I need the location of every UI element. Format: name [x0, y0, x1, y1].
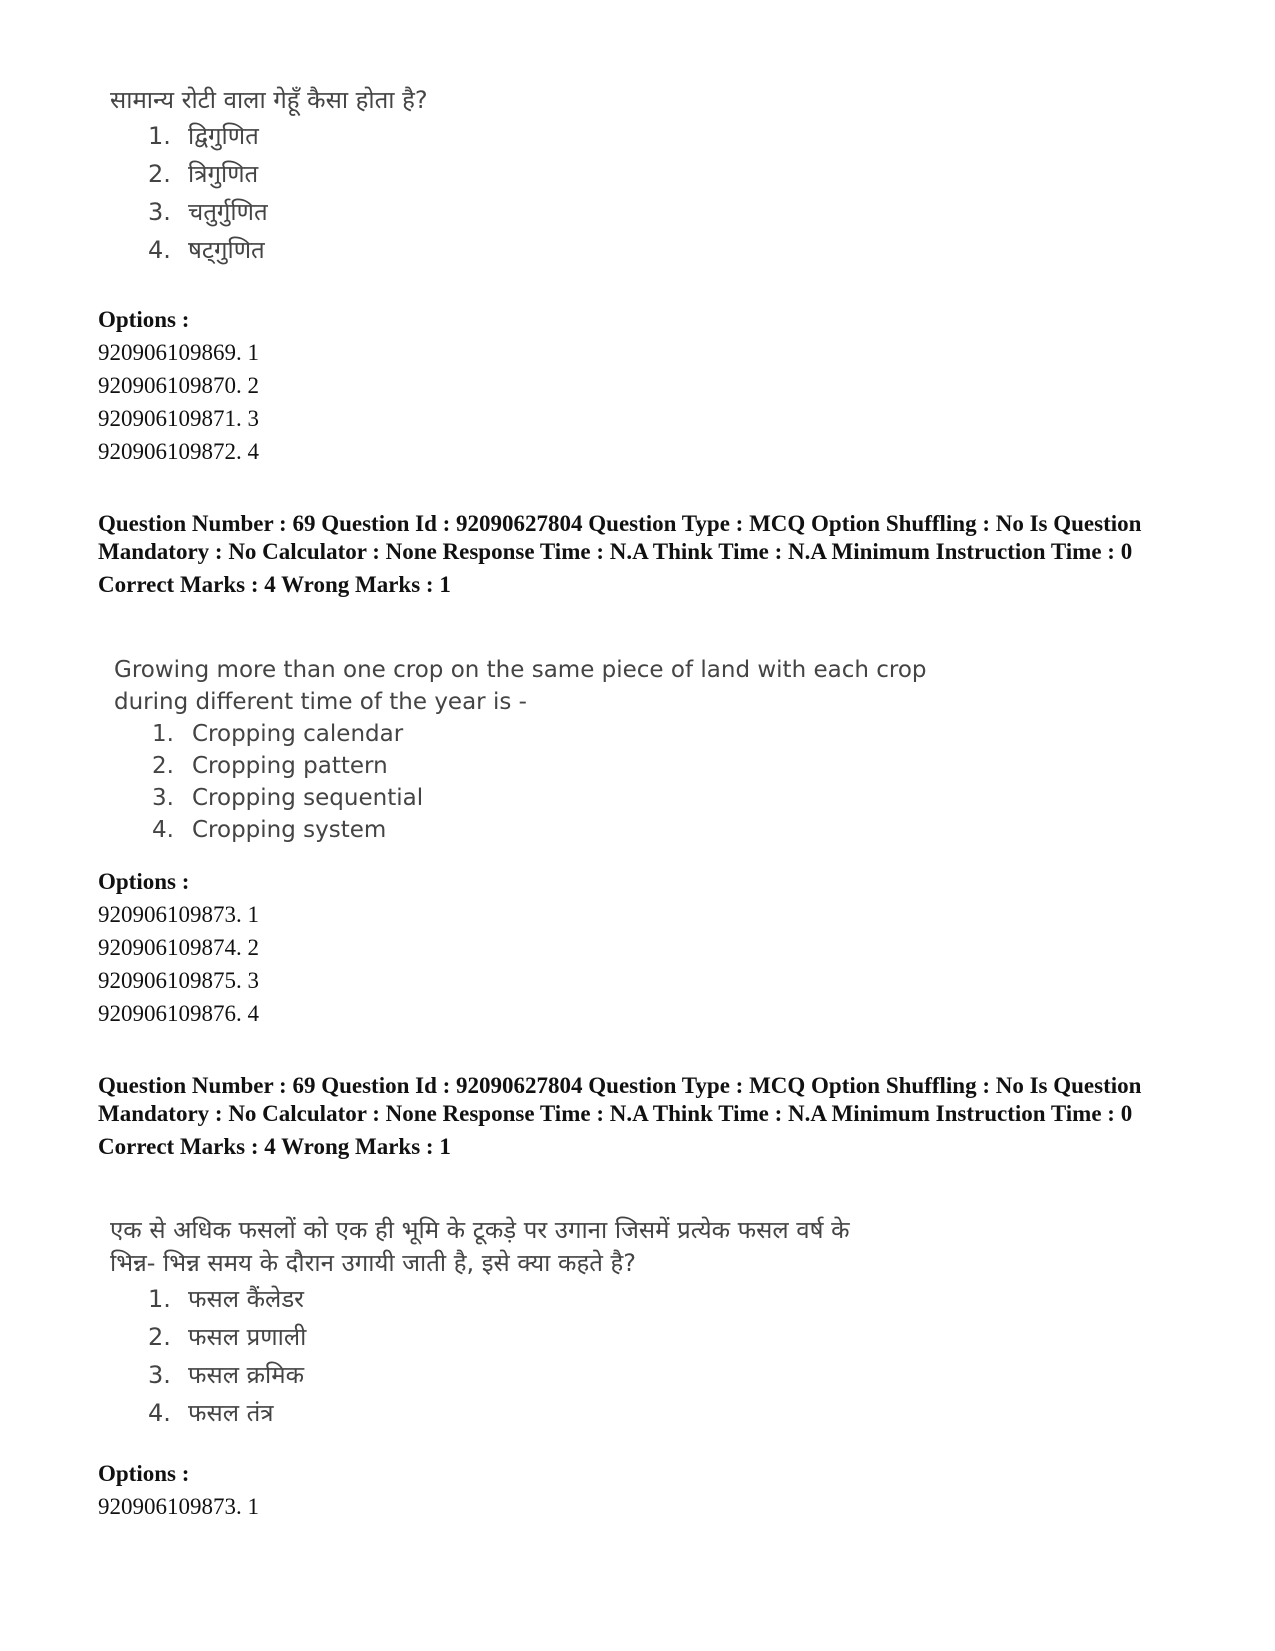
options-section	[98, 866, 259, 1030]
choice-item: 3. चतुर्गुणित	[148, 198, 268, 226]
choice-item: 2. Cropping pattern	[152, 753, 388, 779]
option-row: 920906109874. 2	[98, 935, 259, 960]
choice-list	[114, 718, 927, 846]
option-row: 920906109873. 1	[98, 902, 259, 927]
option-row: 920906109876. 4	[98, 1001, 259, 1026]
options-label: Options :	[98, 1461, 190, 1486]
choice-item: 3. Cropping sequential	[152, 785, 424, 811]
question-stem: सामान्य रोटी वाला गेहूँ कैसा होता है?	[110, 86, 428, 114]
option-row: 920906109873. 1	[98, 1494, 259, 1519]
question-stem-line-2: भिन्न- भिन्न समय के दौरान उगायी जाती है, इसे क्या कहते है?	[110, 1249, 636, 1277]
choice-item: 4. Cropping system	[152, 817, 387, 843]
choice-item: 4. फसल तंत्र	[148, 1399, 274, 1427]
question-image-english	[114, 654, 927, 846]
choice-list	[110, 1280, 850, 1432]
choice-item: 3. फसल क्रमिक	[148, 1361, 305, 1389]
question-info: Question Number : 69 Question Id : 92090627804 Question Type : MCQ Option Shuffling : No Is Question Mandatory : No Calculator : None Response Time : N.A Think Time : N.A Minimum Instruction Time : 0	[98, 511, 1142, 564]
options-section	[98, 1458, 259, 1523]
question-meta	[98, 1072, 1198, 1161]
options-label: Options :	[98, 307, 190, 332]
choice-item: 1. द्विगुणित	[148, 122, 259, 150]
choice-item: 2. फसल प्रणाली	[148, 1323, 307, 1351]
question-meta	[98, 510, 1198, 599]
question-image-hindi-1	[110, 84, 428, 269]
choice-item: 1. Cropping calendar	[152, 721, 404, 747]
choice-item: 2. त्रिगुणित	[148, 160, 259, 188]
question-info: Question Number : 69 Question Id : 92090627804 Question Type : MCQ Option Shuffling : No Is Question Mandatory : No Calculator : None Response Time : N.A Think Time : N.A Minimum Instruction Time : 0	[98, 1073, 1142, 1126]
choice-item: 4. षट्गुणित	[148, 236, 265, 264]
question-image-hindi-2	[110, 1214, 850, 1432]
question-stem-line-2: during different time of the year is -	[114, 689, 527, 715]
question-marks: Correct Marks : 4 Wrong Marks : 1	[98, 1134, 451, 1159]
question-marks: Correct Marks : 4 Wrong Marks : 1	[98, 572, 451, 597]
options-label: Options :	[98, 869, 190, 894]
option-row: 920906109871. 3	[98, 406, 259, 431]
options-section	[98, 304, 259, 468]
option-row: 920906109869. 1	[98, 340, 259, 365]
question-stem-line-1: एक से अधिक फसलों को एक ही भूमि के टूकड़े पर उगाना जिसमें प्रत्येक फसल वर्ष के	[110, 1216, 850, 1244]
choice-item: 1. फसल कैंलेडर	[148, 1285, 304, 1313]
choice-list	[110, 117, 428, 269]
option-row: 920906109872. 4	[98, 439, 259, 464]
question-stem-line-1: Growing more than one crop on the same piece of land with each crop	[114, 657, 927, 683]
option-row: 920906109870. 2	[98, 373, 259, 398]
option-row: 920906109875. 3	[98, 968, 259, 993]
